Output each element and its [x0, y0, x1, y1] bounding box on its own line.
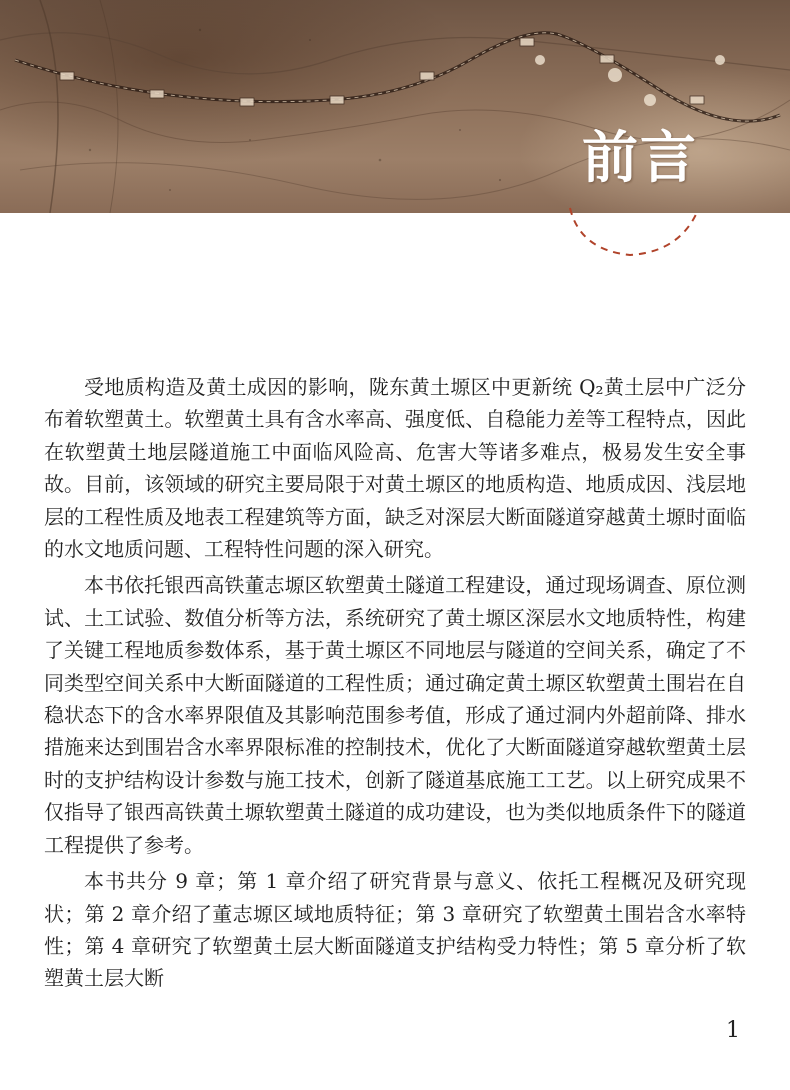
decorative-dashed-arc: [560, 200, 700, 260]
paragraph: 本书依托银西高铁董志塬区软塑黄土隧道工程建设，通过现场调查、原位测试、土工试验、数值分析等方法，系统研究了黄土塬区深层水文地质特性，构建了关键工程地质参数体系，基于黄土塬区不同地层与隧道的空间关系，确定了不同类型空间关系中大断面隧道的工程性质；通过确定黄土塬区软塑黄土围岩在自稳状态下的含水率界限值及其影响范围参考值，形成了通过洞内外超前降、排水措施来达到围岩含水率界限标准的控制技术，优化了大断面隧道穿越软塑黄土层时的支护结构设计参数与施工技术，创新了隧道基底施工工艺。以上研究成果不仅指导了银西高铁黄土塬软塑黄土隧道的成功建设，也为类似地质条件下的隧道工程提供了参考。: [44, 573, 746, 857]
page-number: 1: [726, 1018, 740, 1043]
header-banner-map: [0, 0, 790, 213]
page-title: 前言: [582, 125, 698, 191]
preface-body: [44, 371, 746, 995]
paragraph: 受地质构造及黄土成因的影响，陇东黄土塬区中更新统 Q₂黄土层中广泛分布着软塑黄土。软塑黄土具有含水率高、强度低、自稳能力差等工程特点，因此在软塑黄土地层隧道施工中面临风险高、危害大等诸多难点，极易发生安全事故。目前，该领域的研究主要局限于对黄土塬区的地质构造、地质成因、浅层地层的工程性质及地表工程建筑等方面，缺乏对深层大断面隧道穿越黄土塬时面临的水文地质问题、工程特性问题的深入研究。: [44, 375, 746, 562]
paragraph: 本书共分 9 章；第 1 章介绍了研究背景与意义、依托工程概况及研究现状；第 2 章介绍了董志塬区域地质特征；第 3 章研究了软塑黄土围岩含水率特性；第 4 章研究了软塑黄土层大断面隧道支护结构受力特性；第 5 章分析了软塑黄土层大断: [44, 869, 746, 991]
